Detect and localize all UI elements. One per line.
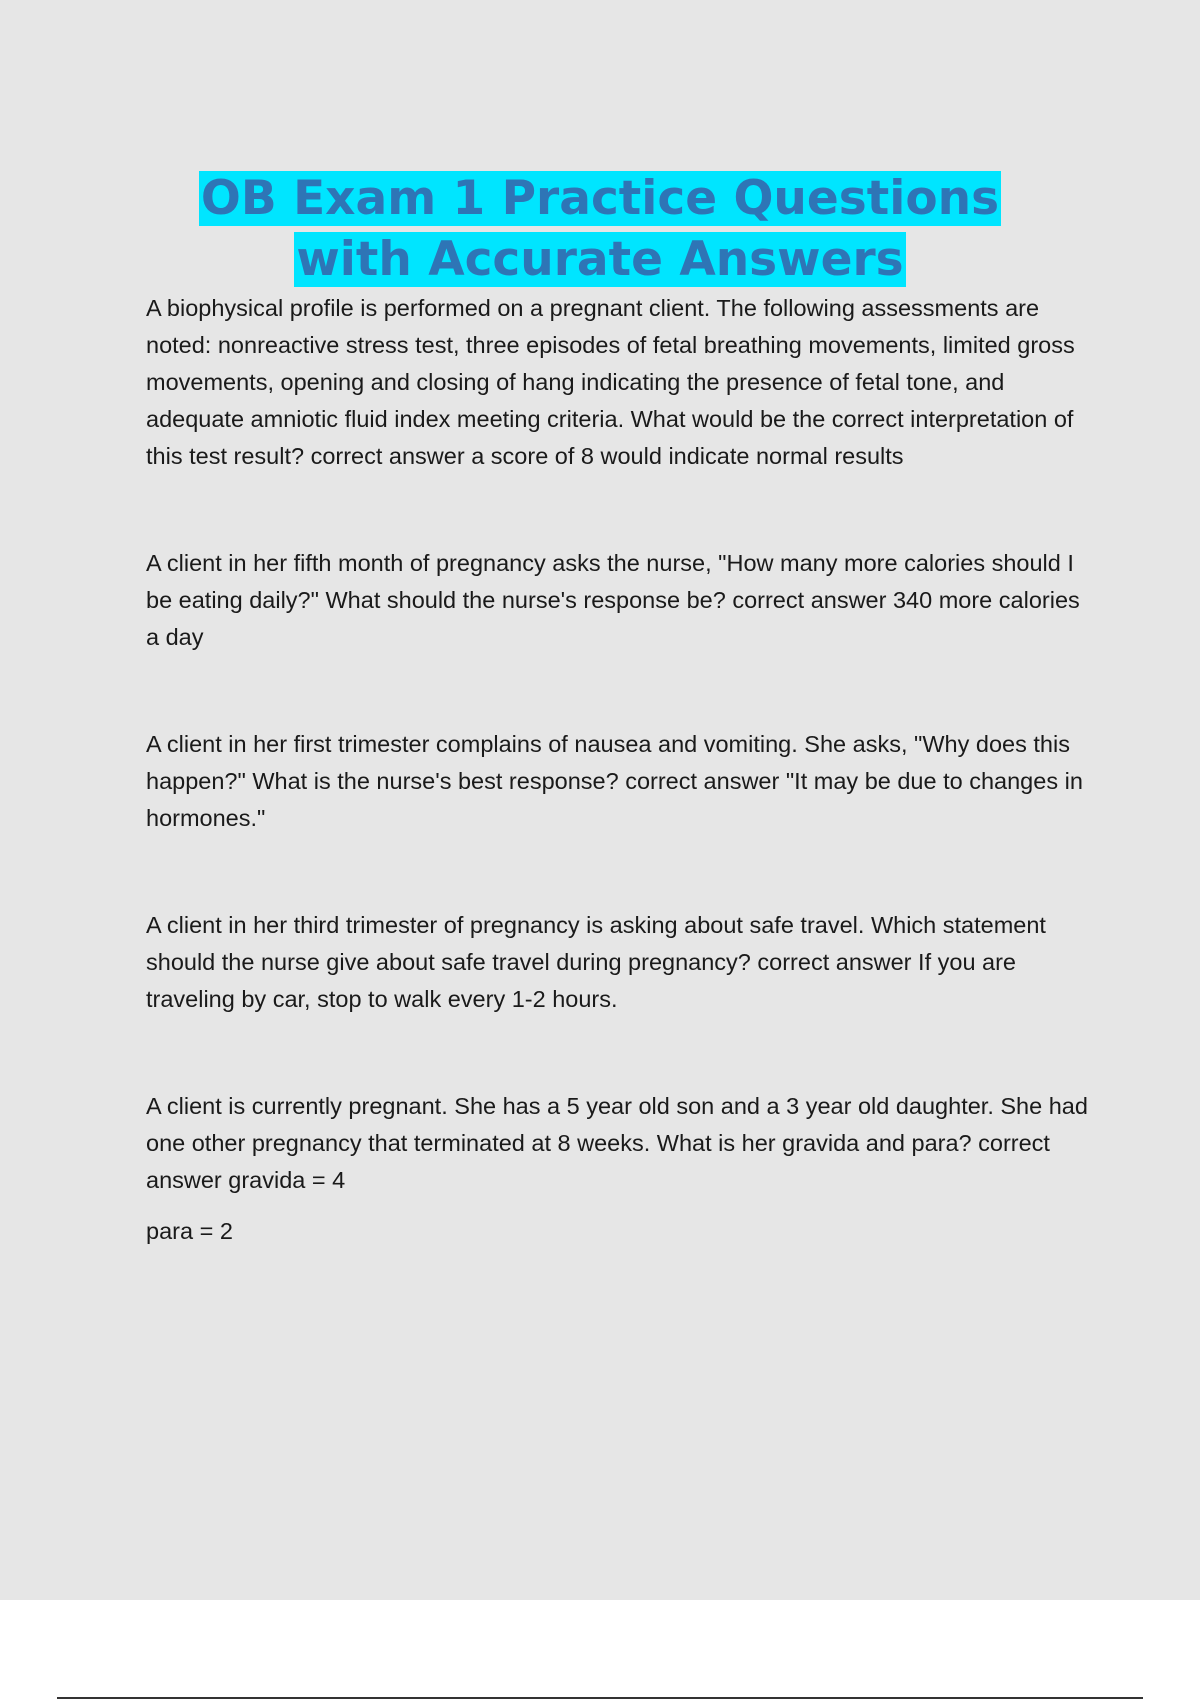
question-answer: A client is currently pregnant. She has a 5 year old son and a 3 year old daughter. She had one other pregnancy that terminated at 8 weeks. What is her gravida and para? correct answer gravida = 4 — [146, 1093, 1088, 1193]
question-answer: A client in her third trimester of pregnancy is asking about safe travel. Which statement should the nurse give about safe travel during pregnancy? correct answer If you are traveling by car, stop to walk every 1-2 hours. — [146, 912, 1046, 1012]
question-answer: A client in her first trimester complains of nausea and vomiting. She asks, "Why does this happen?" What is the nurse's best response? correct answer "It may be due to changes in hormones." — [146, 731, 1083, 831]
footer-rule — [57, 1697, 1143, 1699]
question-list — [146, 290, 1096, 1250]
question-answer: A client in her fifth month of pregnancy asks the nurse, "How many more calories should I be eating daily?" What should the nurse's response be? correct answer 340 more calories a day — [146, 550, 1080, 650]
title-line: OB Exam 1 Practice Questions — [200, 171, 1000, 226]
title-line: with Accurate Answers — [296, 232, 904, 287]
document-title — [100, 168, 1100, 290]
question-answer: A biophysical profile is performed on a pregnant client. The following assessments are noted: nonreactive stress test, three episodes of fetal breathing movements, limited gross movements, opening and closing of hang indicating the presence of fetal tone, and adequate amniotic fluid index meeting criteria. What would be the correct interpretation of this test result? correct answer a score of 8 would indicate normal results — [146, 295, 1075, 469]
answer-continuation: para = 2 — [146, 1218, 233, 1244]
question-answer-group — [146, 1088, 1096, 1250]
